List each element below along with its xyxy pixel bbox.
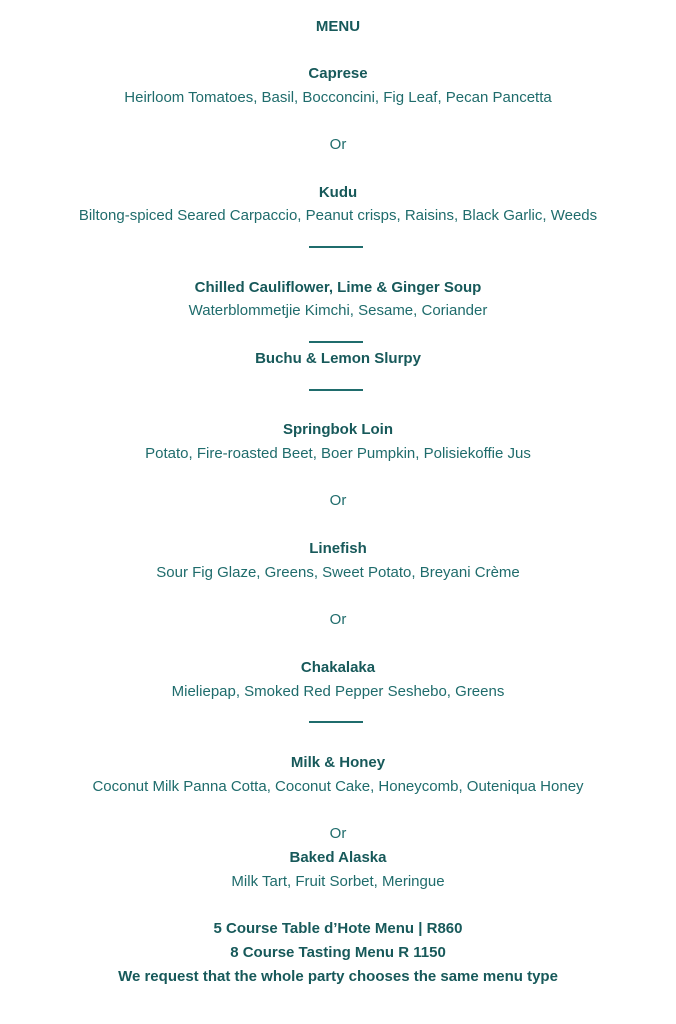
course-description: Sour Fig Glaze, Greens, Sweet Potato, Breyani Crème [156,564,520,581]
price-tasting-menu: 8 Course Tasting Menu R 1150 [230,944,446,961]
course-description: Mieliepap, Smoked Red Pepper Seshebo, Greens [171,683,505,700]
course-description: Milk Tart, Fruit Sorbet, Meringue [231,873,445,890]
or-separator: Or [329,825,347,842]
course-description: Biltong-spiced Seared Carpaccio, Peanut crisps, Raisins, Black Garlic, Weeds [78,207,598,224]
course-name: Baked Alaska [289,849,387,866]
course-name: Buchu & Lemon Slurpy [255,350,421,367]
course-name: Springbok Loin [283,421,393,438]
course-divider [309,389,363,391]
course-description: Waterblommetjie Kimchi, Sesame, Coriander [188,302,488,319]
course-description: Potato, Fire-roasted Beet, Boer Pumpkin, Polisiekoffie Jus [145,445,531,462]
course-divider [309,721,363,723]
course-description: Coconut Milk Panna Cotta, Coconut Cake, Honeycomb, Outeniqua Honey [92,778,584,795]
course-name: Linefish [309,540,367,557]
course-description: Heirloom Tomatoes, Basil, Bocconcini, Fig Leaf, Pecan Pancetta [124,89,552,106]
or-separator: Or [329,492,347,509]
course-name: Caprese [308,65,368,82]
or-separator: Or [329,136,347,153]
course-name: Milk & Honey [290,754,386,771]
course-name: Kudu [318,184,358,201]
course-name: Chakalaka [300,659,376,676]
course-name: Chilled Cauliflower, Lime & Ginger Soup [194,279,482,296]
or-separator: Or [329,611,347,628]
course-divider [309,341,363,343]
course-divider [309,246,363,248]
party-note: We request that the whole party chooses the same menu type [118,968,558,985]
price-table-dhote: 5 Course Table d’Hote Menu | R860 [213,920,463,937]
menu-title: MENU [315,18,361,35]
